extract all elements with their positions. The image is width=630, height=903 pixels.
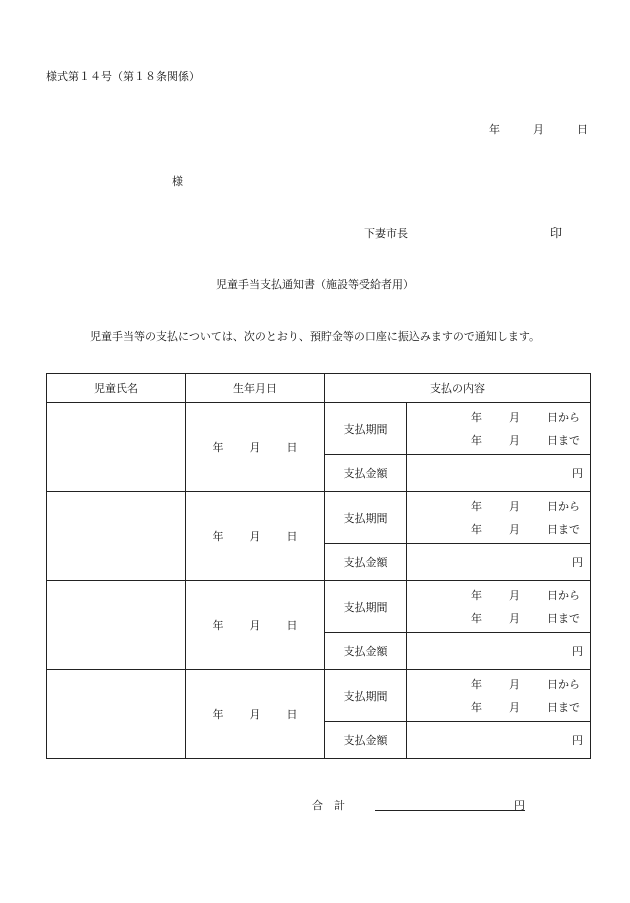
header-child-name: 児童氏名	[47, 374, 186, 403]
period-from-suffix: 日から	[547, 500, 580, 513]
payment-amount-label: 支払金額	[325, 633, 407, 670]
child-name-cell[interactable]	[47, 581, 186, 670]
period-from-month: 月	[509, 411, 520, 424]
period-to-month: 月	[509, 523, 520, 536]
table-row	[47, 670, 591, 722]
period-from-year: 年	[471, 678, 482, 691]
period-from-suffix: 日から	[547, 678, 580, 691]
payment-period-cell[interactable]	[407, 492, 591, 544]
child-name-cell[interactable]	[47, 492, 186, 581]
seal-mark: 印	[550, 226, 563, 240]
payment-table	[46, 373, 591, 759]
payment-amount-cell[interactable]	[407, 722, 591, 759]
document-title: 児童手当支払通知書（施設等受給者用）	[216, 278, 414, 291]
birth-date-cell[interactable]	[186, 670, 325, 759]
intro-text: 児童手当等の支払については、次のとおり、預貯金等の口座に振込みますので通知します。	[90, 330, 540, 343]
period-to-suffix: 日まで	[547, 434, 580, 447]
birth-year-unit: 年	[212, 530, 224, 543]
birth-month-unit: 月	[249, 619, 261, 632]
payment-amount-cell[interactable]	[407, 455, 591, 492]
period-from-month: 月	[509, 589, 520, 602]
period-to-month: 月	[509, 434, 520, 447]
amount-currency: 円	[572, 467, 583, 480]
period-to-month: 月	[509, 701, 520, 714]
header-birth-date: 生年月日	[186, 374, 325, 403]
amount-currency: 円	[572, 734, 583, 747]
date-month: 月	[533, 123, 544, 136]
birth-month-unit: 月	[249, 441, 261, 454]
period-to	[407, 699, 590, 715]
payment-period-label: 支払期間	[325, 403, 407, 455]
period-to-year: 年	[471, 434, 482, 447]
header-payment-details: 支払の内容	[325, 374, 591, 403]
total-label: 合 計	[312, 799, 345, 812]
issue-date	[489, 121, 588, 137]
payment-amount-label: 支払金額	[325, 722, 407, 759]
period-from-month: 月	[509, 500, 520, 513]
period-from-suffix: 日から	[547, 411, 580, 424]
period-from-year: 年	[471, 500, 482, 513]
amount-currency: 円	[572, 645, 583, 658]
date-year: 年	[489, 123, 500, 136]
payment-amount-cell[interactable]	[407, 633, 591, 670]
birth-date-cell[interactable]	[186, 581, 325, 670]
child-name-cell[interactable]	[47, 670, 186, 759]
birth-day-unit: 日	[286, 619, 298, 632]
period-from-month: 月	[509, 678, 520, 691]
period-from-year: 年	[471, 589, 482, 602]
table-row	[47, 403, 591, 455]
period-to-year: 年	[471, 701, 482, 714]
period-from-suffix: 日から	[547, 589, 580, 602]
issuer-name: 下妻市長	[364, 227, 408, 240]
birth-month-unit: 月	[249, 708, 261, 721]
payment-amount-label: 支払金額	[325, 544, 407, 581]
birth-year-unit: 年	[212, 441, 224, 454]
period-to-suffix: 日まで	[547, 701, 580, 714]
payment-period-label: 支払期間	[325, 492, 407, 544]
period-to	[407, 521, 590, 537]
period-to-month: 月	[509, 612, 520, 625]
period-from-year: 年	[471, 411, 482, 424]
birth-year-unit: 年	[212, 619, 224, 632]
birth-day-unit: 日	[286, 708, 298, 721]
amount-currency: 円	[572, 556, 583, 569]
birth-day-unit: 日	[286, 441, 298, 454]
payment-period-cell[interactable]	[407, 670, 591, 722]
period-from	[407, 676, 590, 692]
child-name-cell[interactable]	[47, 403, 186, 492]
table-row	[47, 492, 591, 544]
period-to-year: 年	[471, 523, 482, 536]
payment-period-cell[interactable]	[407, 581, 591, 633]
payment-amount-label: 支払金額	[325, 455, 407, 492]
payment-period-cell[interactable]	[407, 403, 591, 455]
total-amount-field[interactable]	[375, 797, 525, 811]
table-row	[47, 581, 591, 633]
period-from	[407, 587, 590, 603]
period-to-year: 年	[471, 612, 482, 625]
payment-amount-cell[interactable]	[407, 544, 591, 581]
birth-date-cell[interactable]	[186, 492, 325, 581]
birth-day-unit: 日	[286, 530, 298, 543]
period-to-suffix: 日まで	[547, 612, 580, 625]
total-currency: 円	[514, 799, 525, 812]
birth-date-cell[interactable]	[186, 403, 325, 492]
payment-period-label: 支払期間	[325, 581, 407, 633]
period-from	[407, 498, 590, 514]
payment-period-label: 支払期間	[325, 670, 407, 722]
addressee-honorific: 様	[172, 175, 183, 188]
birth-year-unit: 年	[212, 708, 224, 721]
period-to-suffix: 日まで	[547, 523, 580, 536]
form-number: 様式第１４号（第１８条関係）	[46, 70, 200, 83]
period-to	[407, 432, 590, 448]
period-to	[407, 610, 590, 626]
period-from	[407, 409, 590, 425]
date-day: 日	[577, 123, 588, 136]
birth-month-unit: 月	[249, 530, 261, 543]
